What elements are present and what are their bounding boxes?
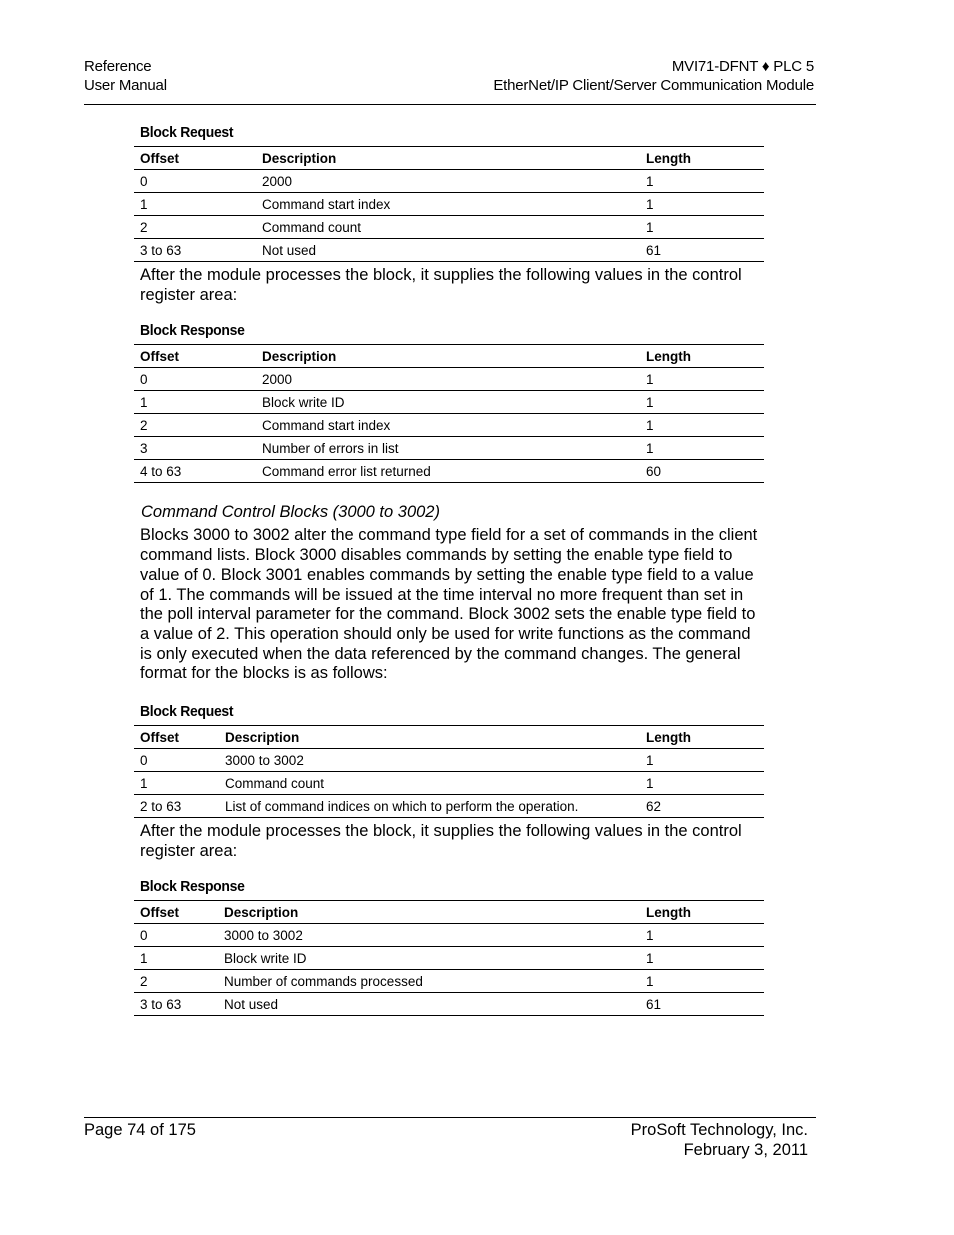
column-header-length: Length [640, 726, 764, 749]
block-response-title: Block Response [140, 878, 245, 896]
column-header-offset: Offset [134, 345, 256, 368]
block-response-table [134, 900, 764, 1016]
offset-cell: 0 [134, 924, 218, 947]
column-header-description: Description [256, 147, 640, 170]
length-cell: 62 [640, 795, 764, 818]
length-cell: 1 [640, 924, 764, 947]
length-cell: 1 [640, 437, 764, 460]
column-header-offset: Offset [134, 147, 256, 170]
footer-right [631, 1120, 808, 1160]
table-row [134, 239, 764, 262]
offset-cell: 2 [134, 216, 256, 239]
description-cell: 2000 [256, 368, 640, 391]
description-cell: List of command indices on which to perform the operation. [219, 795, 640, 818]
offset-cell: 0 [134, 170, 256, 193]
length-cell: 1 [640, 170, 764, 193]
table-row [134, 437, 764, 460]
block-response-title: Block Response [140, 322, 245, 340]
block-request-title: Block Request [140, 124, 234, 141]
offset-cell: 4 to 63 [134, 460, 256, 483]
length-cell: 1 [640, 368, 764, 391]
block-request-table [134, 146, 764, 262]
footer-date: February 3, 2011 [683, 1141, 808, 1159]
footer-company: ProSoft Technology, Inc. [630, 1121, 808, 1139]
block-response-table [134, 344, 764, 483]
footer-page-number: Page 74 of 175 [84, 1121, 196, 1139]
description-cell: Block write ID [256, 391, 640, 414]
table-row [134, 772, 764, 795]
column-header-length: Length [640, 345, 764, 368]
description-cell: Block write ID [218, 947, 640, 970]
table-row [134, 368, 764, 391]
footer-divider [84, 1117, 816, 1118]
offset-cell: 1 [134, 772, 219, 795]
table-row [134, 391, 764, 414]
description-cell: 3000 to 3002 [218, 924, 640, 947]
header-divider [84, 104, 816, 105]
description-cell: Not used [256, 239, 640, 262]
length-cell: 61 [640, 239, 764, 262]
offset-cell: 1 [134, 947, 218, 970]
table-row [134, 460, 764, 483]
header-right [493, 57, 814, 95]
length-cell: 1 [640, 749, 764, 772]
length-cell: 1 [640, 216, 764, 239]
length-cell: 1 [640, 193, 764, 216]
length-cell: 1 [640, 772, 764, 795]
offset-cell: 2 to 63 [134, 795, 219, 818]
page-content [134, 124, 764, 1016]
offset-cell: 1 [134, 391, 256, 414]
table-row [134, 924, 764, 947]
length-cell: 1 [640, 947, 764, 970]
offset-cell: 0 [134, 749, 219, 772]
description-cell: Command count [219, 772, 640, 795]
column-header-description: Description [219, 726, 640, 749]
header-left [84, 57, 167, 95]
block-request-title: Block Request [140, 703, 234, 721]
table-row [134, 947, 764, 970]
description-cell: Number of commands processed [218, 970, 640, 993]
table-row [134, 193, 764, 216]
length-cell: 61 [640, 993, 764, 1016]
column-header-length: Length [640, 901, 764, 924]
description-cell: Command start index [256, 414, 640, 437]
length-cell: 60 [640, 460, 764, 483]
offset-cell: 2 [134, 414, 256, 437]
body-paragraph: After the module processes the block, it supplies the following values in the control register area: [140, 266, 742, 304]
table-row [134, 795, 764, 818]
table-row [134, 414, 764, 437]
table-row [134, 993, 764, 1016]
length-cell: 1 [640, 970, 764, 993]
table-row [134, 749, 764, 772]
description-cell: Not used [218, 993, 640, 1016]
column-header-description: Description [218, 901, 640, 924]
description-cell: 2000 [256, 170, 640, 193]
length-cell: 1 [640, 391, 764, 414]
offset-cell: 3 to 63 [134, 993, 218, 1016]
block-request-table [134, 725, 764, 818]
header-section: Reference [84, 58, 152, 75]
body-paragraph: After the module processes the block, it supplies the following values in the control register area: [140, 822, 742, 860]
description-cell: Number of errors in list [256, 437, 640, 460]
offset-cell: 3 [134, 437, 256, 460]
offset-cell: 1 [134, 193, 256, 216]
length-cell: 1 [640, 414, 764, 437]
header-doc-type: User Manual [84, 77, 167, 94]
offset-cell: 0 [134, 368, 256, 391]
description-cell: Command start index [256, 193, 640, 216]
table-row [134, 970, 764, 993]
offset-cell: 3 to 63 [134, 239, 256, 262]
column-header-offset: Offset [134, 901, 218, 924]
table-row [134, 170, 764, 193]
offset-cell: 2 [134, 970, 218, 993]
column-header-description: Description [256, 345, 640, 368]
body-paragraph: Blocks 3000 to 3002 alter the command type field for a set of commands in the client command lists. Block 3000 disables commands by setting the enable type field to value of 0. Block 3001 enables commands by setting the enable type field to a value of 1. The commands will be issued at the time interval no more frequent than set in the poll interval parameter for the command. Block 3002 sets the enable type field to a value of 2. This operation should only be used for write functions as the command is only executed when the data referenced by the command changes. The general format for the blocks is as follows: [140, 526, 758, 683]
column-header-offset: Offset [134, 726, 219, 749]
table-row [134, 216, 764, 239]
column-header-length: Length [640, 147, 764, 170]
description-cell: Command count [256, 216, 640, 239]
header-product: MVI71-DFNT ♦ PLC 5 [671, 58, 814, 75]
section-heading: Command Control Blocks (3000 to 3002) [141, 503, 440, 522]
description-cell: 3000 to 3002 [219, 749, 640, 772]
header-module: EtherNet/IP Client/Server Communication Module [493, 77, 814, 94]
description-cell: Command error list returned [256, 460, 640, 483]
